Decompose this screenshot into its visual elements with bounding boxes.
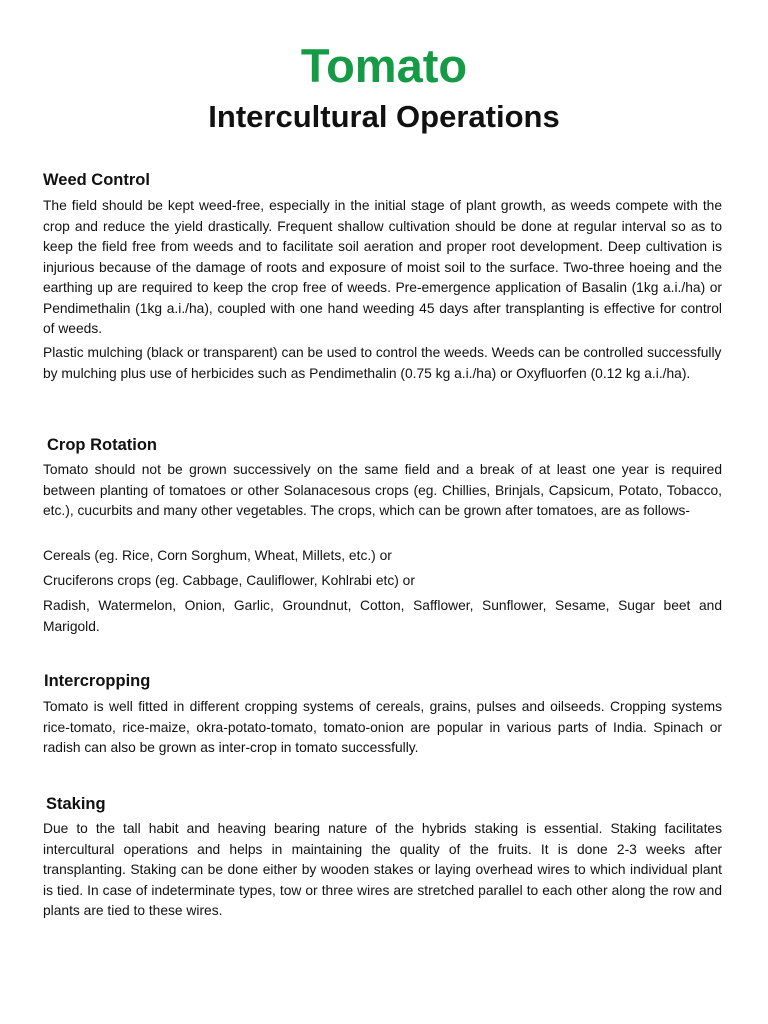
paragraph-crop-rotation-1: Tomato should not be grown successively on the same field and a break of at least one year is required between planting of tomatoes or other Solanacesous crops (eg. Chillies, Brinjals, Capsicum, Potato, Tobacco, etc.), cucurbits and many other vegetables. The crops, which can be grown after tomatoes, are as follows- — [43, 462, 722, 518]
section-heading-staking: Staking — [46, 795, 106, 813]
paragraph-staking-1: Due to the tall habit and heaving bearing nature of the hybrids staking is essential. Staking facilitates intercultural operations and helps in maintaining the quality of the fruits. It is done 2-3 weeks after transplanting. Staking can be done either by wooden stakes or laying overhead wires to which individual plant is tied. In case of indeterminate types, tow or three wires are stretched parallel to each other along the row and plants are tied to these wires. — [43, 821, 722, 918]
paragraph-intercropping-1: Tomato is well fitted in different cropping systems of cereals, grains, pulses and oilseeds. Cropping systems rice-tomato, rice-maize, okra-potato-tomato, tomato-onion are popular in various parts of India. Spinach or radish can also be grown as inter-crop in tomato successfully. — [43, 699, 722, 755]
paragraph-crop-rotation-2: Cereals (eg. Rice, Corn Sorghum, Wheat, Millets, etc.) or — [43, 548, 392, 563]
paragraph-weed-control-1: The field should be kept weed-free, especially in the initial stage of plant growth, as weeds compete with the crop and reduce the yield drastically. Frequent shallow cultivation should be done at regular interval so as to keep the field free from weeds and to facilitate soil aeration and proper root development. Deep cultivation is injurious because of the damage of roots and exposure of moist soil to the surface. Two-three hoeing and the earthing up are required to keep the crop free of weeds. Pre-emergence application of Basalin (1kg a.i./ha) or Pendimethalin (1kg a.i./ha), coupled with one hand weeding 45 days after transplanting is effective for control of weeds. — [43, 198, 722, 336]
paragraph-weed-control-2: Plastic mulching (black or transparent) can be used to control the weeds. Weeds can be controlled successfully by mulching plus use of herbicides such as Pendimethalin (0.75 kg a.i./ha) or Oxyfluorfen (0.12 kg a.i./ha). — [43, 345, 722, 381]
section-heading-crop-rotation: Crop Rotation — [47, 436, 157, 454]
document-subtitle: Intercultural Operations — [208, 99, 560, 134]
section-heading-weed-control: Weed Control — [43, 171, 150, 189]
section-heading-intercropping: Intercropping — [44, 672, 151, 690]
paragraph-crop-rotation-4: Radish, Watermelon, Onion, Garlic, Groundnut, Cotton, Safflower, Sunflower, Sesame, Sugar beet and Marigold. — [43, 598, 722, 634]
paragraph-crop-rotation-3: Cruciferons crops (eg. Cabbage, Cauliflower, Kohlrabi etc) or — [43, 573, 415, 588]
document-title: Tomato — [300, 39, 468, 92]
